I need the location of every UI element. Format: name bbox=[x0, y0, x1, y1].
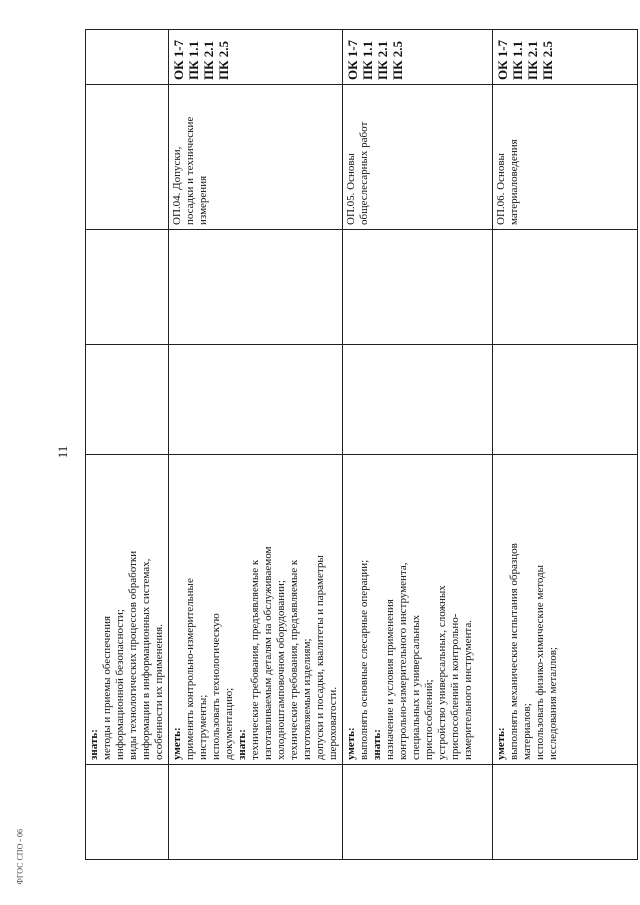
competence-code: ПК 2.1 bbox=[375, 40, 390, 80]
discipline-line: ОП.04. Допуски, bbox=[171, 146, 183, 225]
competence-code: ОК 1-7 bbox=[495, 39, 510, 80]
table-row bbox=[343, 30, 493, 860]
description-line: контрольно-измерительного инструмента, bbox=[397, 562, 409, 760]
description-line: выполнять основные слесарные операции; bbox=[358, 559, 370, 760]
competence-code: ПК 2.5 bbox=[540, 40, 555, 80]
description-cell bbox=[343, 455, 493, 765]
description-line: устройство универсальных, сложных bbox=[436, 585, 448, 760]
index-cell bbox=[169, 765, 343, 860]
description-line: информации в информационных системах, bbox=[140, 558, 152, 760]
discipline-line: общеслесарных работ bbox=[358, 121, 370, 225]
description-cell bbox=[86, 455, 169, 765]
index-cell bbox=[493, 765, 638, 860]
page-number: 11 bbox=[55, 445, 70, 459]
description-cell bbox=[493, 455, 638, 765]
discipline-cell bbox=[343, 85, 493, 230]
discipline-line: материаловедения bbox=[508, 139, 520, 225]
description-line: информационной безопасности; bbox=[114, 609, 126, 760]
competence-cell bbox=[169, 30, 343, 85]
description-line: уметь: bbox=[171, 727, 183, 760]
description-line: виды технологических процессов обработки bbox=[127, 550, 139, 760]
hours-cell bbox=[86, 345, 169, 455]
rotated-page bbox=[85, 30, 625, 860]
description-line: назначение и условия применения bbox=[384, 599, 396, 760]
description-line: материалов; bbox=[521, 703, 533, 760]
index-cell bbox=[86, 765, 169, 860]
description-line: знать: bbox=[236, 729, 248, 760]
description-line: особенности их применения. bbox=[153, 624, 165, 760]
table-row bbox=[169, 30, 343, 860]
competence-cell bbox=[86, 30, 169, 85]
hours-cell bbox=[493, 345, 638, 455]
competence-cell bbox=[493, 30, 638, 85]
description-line: методы и приемы обеспечения bbox=[101, 615, 113, 760]
description-cell bbox=[169, 455, 343, 765]
footer-text: ФГОС СПО - 06 bbox=[15, 828, 25, 885]
description-line: технические требования, предъявляемые к bbox=[288, 559, 300, 760]
description-line: выполнять механические испытания образцов bbox=[508, 543, 520, 760]
description-line: исследования металлов; bbox=[547, 647, 559, 760]
competence-code: ПК 1.1 bbox=[186, 40, 201, 80]
hours-cell bbox=[86, 230, 169, 345]
description-line: использовать физико-химические методы bbox=[534, 564, 546, 760]
discipline-line: ОП.06. Основы bbox=[495, 153, 507, 225]
description-line: знать: bbox=[88, 729, 100, 760]
discipline-line: ОП.05. Основы bbox=[345, 153, 357, 225]
discipline-cell bbox=[493, 85, 638, 230]
description-line: приспособлений и контрольно- bbox=[449, 613, 461, 760]
competence-code: ОК 1-7 bbox=[345, 39, 360, 80]
competence-code: ПК 2.1 bbox=[525, 40, 540, 80]
description-line: специальных и универсальных bbox=[410, 614, 422, 760]
competence-code: ПК 2.5 bbox=[216, 40, 231, 80]
description-line: инструменты; bbox=[197, 694, 209, 760]
hours-cell bbox=[169, 230, 343, 345]
table-row bbox=[493, 30, 638, 860]
description-line: применять контрольно-измерительные bbox=[184, 578, 196, 760]
description-line: документацию; bbox=[223, 687, 235, 760]
competence-code: ПК 1.1 bbox=[510, 40, 525, 80]
competence-code: ПК 1.1 bbox=[360, 40, 375, 80]
competence-code: ПК 2.5 bbox=[390, 40, 405, 80]
hours-cell bbox=[343, 345, 493, 455]
description-line: знать: bbox=[371, 729, 383, 760]
description-line: приспособлений; bbox=[423, 679, 435, 760]
description-line: использовать технологическую bbox=[210, 613, 222, 760]
index-cell bbox=[343, 765, 493, 860]
description-line: шероховатости. bbox=[327, 686, 339, 760]
description-line: уметь: bbox=[495, 727, 507, 760]
hours-cell bbox=[169, 345, 343, 455]
discipline-line: посадки и технические bbox=[184, 116, 196, 225]
description-line: измерительного инструмента. bbox=[462, 620, 474, 760]
competence-code: ПК 2.1 bbox=[201, 40, 216, 80]
description-line: допуски и посадки, квалитеты и параметры bbox=[314, 555, 326, 760]
hours-cell bbox=[343, 230, 493, 345]
description-line: уметь: bbox=[345, 727, 357, 760]
hours-cell bbox=[493, 230, 638, 345]
discipline-cell bbox=[169, 85, 343, 230]
competence-code: ОК 1-7 bbox=[171, 39, 186, 80]
curriculum-table bbox=[85, 29, 638, 860]
discipline-cell bbox=[86, 85, 169, 230]
description-line: холодноштамповочном оборудовании; bbox=[275, 580, 287, 760]
competence-cell bbox=[343, 30, 493, 85]
discipline-line: измерения bbox=[197, 175, 209, 225]
description-line: изготовляемым изделиям; bbox=[301, 638, 313, 760]
table-row bbox=[86, 30, 169, 860]
description-line: технические требования, предъявляемые к bbox=[249, 559, 261, 760]
description-line: изготавливаемым деталям на обслуживаемом bbox=[262, 546, 274, 760]
